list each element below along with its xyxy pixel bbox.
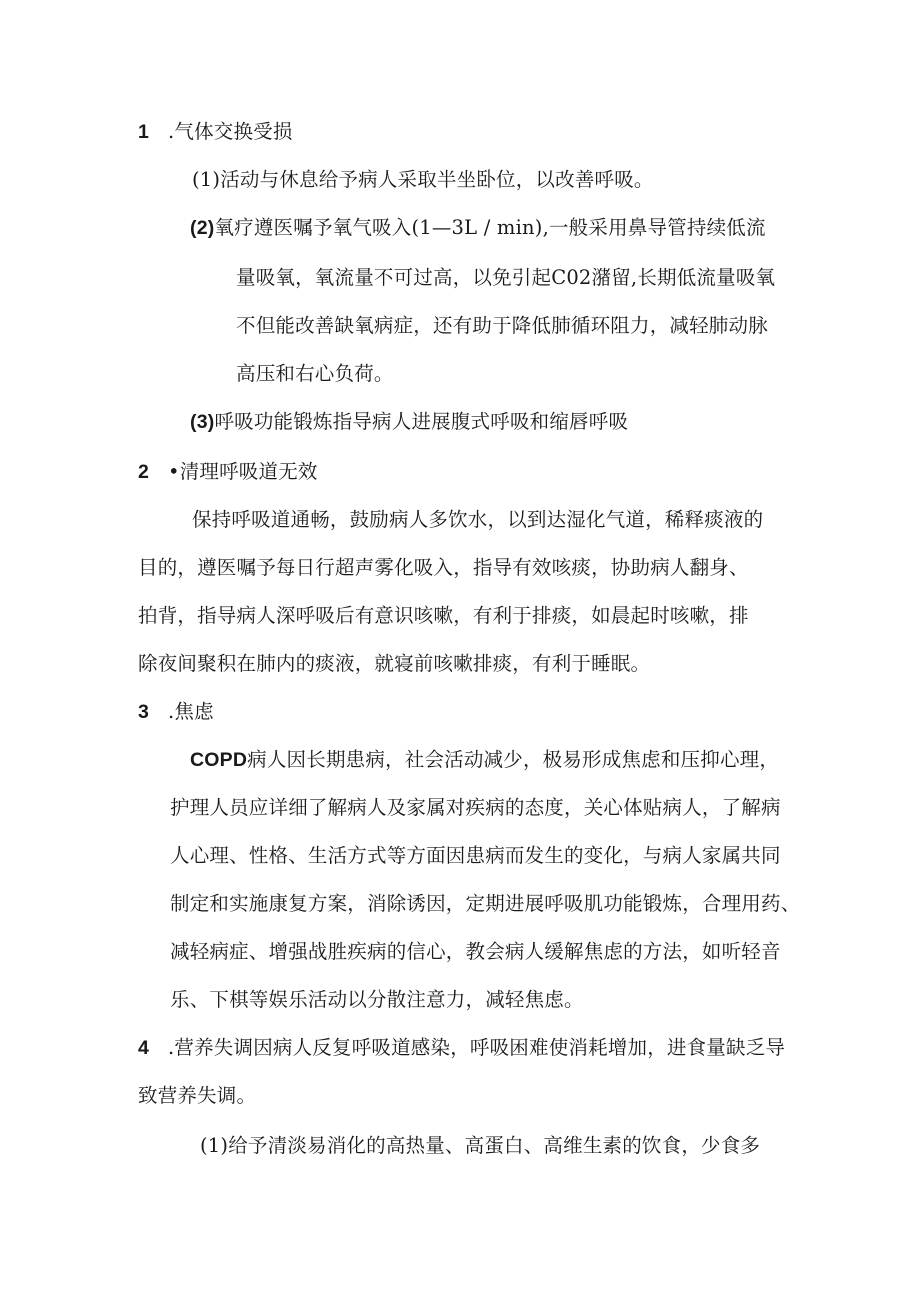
- section-1-heading: [138, 120, 293, 144]
- item-number: (2): [190, 217, 215, 239]
- section-number: 4: [138, 1037, 150, 1059]
- item-text: 病人因长期患病，社会活动减少，极易形成焦虑和压抑心理，: [247, 748, 780, 771]
- paragraph-line: 护理人员应详细了解病人及家属对疾病的态度，关心体贴病人，了解病: [170, 796, 781, 819]
- paragraph-line: [190, 748, 779, 772]
- paragraph-line: 致营养失调。: [138, 1084, 257, 1107]
- item-text: 氧疗遵医嘱予氧气吸入(1—3L / min),一般采用鼻导管持续低流: [214, 216, 766, 239]
- paragraph-line: (1)给予清淡易消化的高热量、高蛋白、高维生素的饮食，少食多: [200, 1134, 761, 1157]
- section-title: .焦虑: [168, 700, 214, 723]
- paragraph-line: 制定和实施康复方案，消除诱因，定期进展呼吸肌功能锻炼，合理用药、: [170, 892, 801, 915]
- paragraph-line: 乐、下棋等娱乐活动以分散注意力，减轻焦虑。: [170, 988, 584, 1011]
- paragraph-line: 减轻病症、增强战胜疾病的信心，教会病人缓解焦虑的方法，如听轻音: [170, 940, 781, 963]
- paragraph-line: (1)活动与休息给予病人采取半坐卧位，以改善呼吸。: [192, 168, 654, 191]
- item-text: 呼吸功能锻炼指导病人进展腹式呼吸和缩唇呼吸: [214, 410, 629, 433]
- acronym-copd: COPD: [190, 749, 248, 771]
- section-4-heading: [138, 1036, 785, 1060]
- paragraph-line: 目的，遵医嘱予每日行超声雾化吸入，指导有效咳痰，协助病人翻身、: [138, 556, 749, 579]
- paragraph-line: 人心理、性格、生活方式等方面因患病而发生的变化，与病人家属共同: [170, 844, 781, 867]
- paragraph-line: [190, 410, 628, 434]
- paragraph-line: 不但能改善缺氧病症，还有助于降低肺循环阻力，减轻肺动脉: [236, 314, 768, 337]
- section-title: •清理呼吸道无效: [168, 460, 318, 483]
- section-title: .营养失调因病人反复呼吸道感染，呼吸困难使消耗增加，进食量缺乏导: [168, 1036, 786, 1059]
- section-3-heading: [138, 700, 214, 724]
- section-number: 2: [138, 461, 150, 483]
- paragraph-line: 保持呼吸道通畅，鼓励病人多饮水，以到达湿化气道，稀释痰液的: [192, 508, 764, 531]
- section-2-heading: [138, 460, 318, 484]
- paragraph-line: 高压和右心负荷。: [236, 362, 394, 385]
- section-number: 1: [138, 121, 150, 143]
- paragraph-line: 除夜间聚积在肺内的痰液，就寝前咳嗽排痰，有利于睡眠。: [138, 652, 651, 675]
- section-number: 3: [138, 701, 150, 723]
- paragraph-line: 拍背，指导病人深呼吸后有意识咳嗽，有利于排痰，如晨起时咳嗽，排: [138, 604, 749, 627]
- item-number: (3): [190, 411, 215, 433]
- paragraph-line: [190, 216, 766, 240]
- section-title: .气体交换受损: [168, 120, 293, 143]
- paragraph-line: 量吸氧，氧流量不可过高，以免引起C02潴留,长期低流量吸氧: [236, 266, 776, 289]
